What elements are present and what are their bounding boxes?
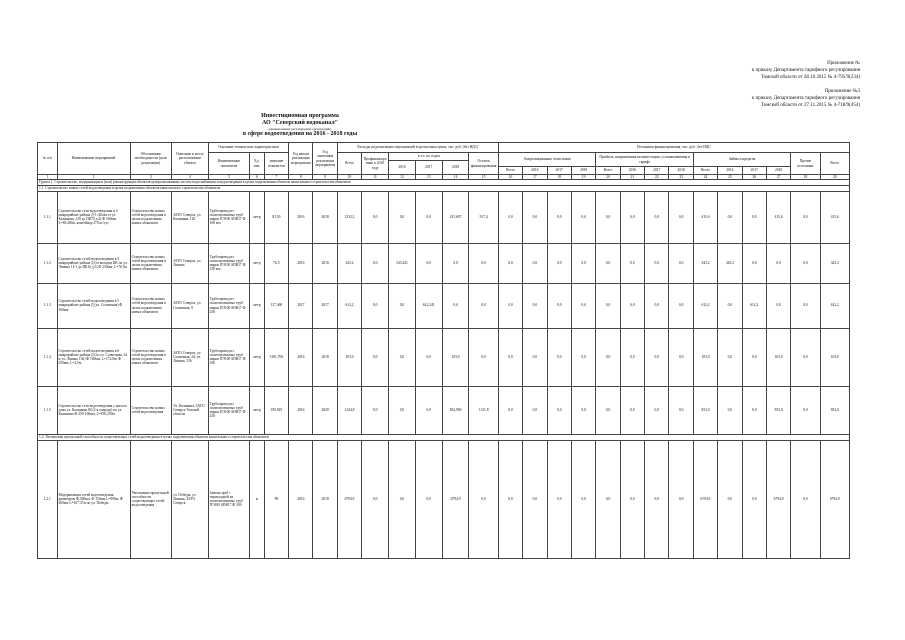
- cell-total: 2144,8: [337, 386, 361, 434]
- cell-just: Строительство новых сетей водоотведения в целях подключения новых абонентов: [130, 243, 171, 283]
- cell-p18: 0,0: [669, 328, 693, 386]
- cell-y16: 0,0: [389, 386, 416, 434]
- cell-a17: 0,0: [547, 283, 571, 328]
- cell-num: 1.1.4: [38, 328, 58, 386]
- header-total: Всего: [337, 153, 361, 175]
- cell-a_t: 0,0: [498, 283, 522, 328]
- cell-tot: 6794,9: [820, 440, 849, 558]
- cell-rem: 0,0: [469, 243, 498, 283]
- column-number: 29: [820, 175, 849, 180]
- cell-c_t: 833,0: [693, 386, 717, 434]
- cell-char: Трубопровод из полиэтиленовых труб марки ПЭ100 SDR17 Ф 250: [208, 283, 249, 328]
- cell-tot: 612,2: [820, 283, 849, 328]
- group-1-heading-label: Группа 1. Строительство, модернизация и (или) реконструкция объектов централизованных систем водоснабжения и водоотведения в целях подключения объектов капитального строительства абонентов: [38, 180, 850, 185]
- cell-c18: 833,0: [766, 386, 790, 434]
- cell-c16: 343,2: [718, 243, 742, 283]
- cell-a17: 0,0: [547, 191, 571, 243]
- annex-top-line1: Приложение №: [827, 61, 860, 66]
- cell-rem: 0,0: [469, 328, 498, 386]
- column-number: 21: [620, 175, 644, 180]
- cell-unit: метр: [250, 191, 265, 243]
- investment-program-table: [37, 142, 850, 559]
- cell-a17: 0,0: [547, 386, 571, 434]
- cell-start: 2017: [289, 283, 313, 328]
- cell-a18: 0,0: [571, 440, 595, 558]
- header-credit-2018: 2018: [766, 167, 790, 175]
- cell-just: Строительство новых сетей водоотведения в целях подключения новых абонентов: [130, 328, 171, 386]
- section-1-1-heading-label: 1.1. Строительство новых сетей водоотведения в целях подключения объектов капитального строительства абонентов: [38, 185, 850, 191]
- cell-c17: 0,0: [742, 191, 766, 243]
- title-line4: в сфере водоотведения на 2016 - 2018 годы: [242, 131, 358, 137]
- cell-y18: 0,0: [442, 283, 469, 328]
- cell-val: 76,5: [264, 243, 288, 283]
- header-end-year: Год окончания реализации мероприятия: [313, 143, 337, 175]
- cell-p17: 0,0: [645, 328, 669, 386]
- cell-rem: 0,0: [469, 440, 498, 558]
- cell-name: Строительство сетей водоотведения в 5 микрорайоне района Д (ул. Солнечная) Ф 160мм: [57, 283, 130, 328]
- cell-unit: м: [250, 440, 265, 558]
- column-number: 26: [742, 175, 766, 180]
- cell-a_t: 0,0: [498, 440, 522, 558]
- cell-total: 1332,3: [337, 191, 361, 243]
- header-amort-total: Всего: [498, 167, 522, 175]
- cell-c_t: 415,6: [693, 191, 717, 243]
- cell-name: Строительство сети водоотведения в 4 микрорайоне района Д-1 (40мм от ул. Калинина, 120 до ПК70 д.4) Ф 160мм L=83,480м, контейнер 270 кг/сут: [57, 191, 130, 243]
- cell-p_t: 0,0: [596, 386, 620, 434]
- cell-c18: 0,0: [766, 283, 790, 328]
- cell-num: 1.1.5: [38, 386, 58, 434]
- cell-loc: ЗАТО Северск, ул. Солнечная, 8: [172, 283, 209, 328]
- cell-y16: 0,0: [389, 191, 416, 243]
- cell-p_t: 0,0: [596, 440, 620, 558]
- header-cost-block: Расходы на реализацию мероприятий в прогнозных ценах, тыс. руб. (без НДС): [337, 143, 498, 153]
- cell-name: Модернизация сетей водоотведения диаметром Ф 300мм, Ф 150мм L=990м; Ф 200мм L=107,37м по ул. Победы: [57, 440, 130, 558]
- cell-p_t: 0,0: [596, 328, 620, 386]
- cell-c_t: 103,0: [693, 328, 717, 386]
- header-y2018: 2018: [442, 161, 469, 175]
- cell-p17: 0,0: [645, 243, 669, 283]
- cell-spent: 0,0: [362, 328, 389, 386]
- cell-p_t: 0,0: [596, 191, 620, 243]
- header-other: Прочие источники: [791, 153, 820, 175]
- cell-end: 2018: [313, 191, 337, 243]
- cell-name: Строительство сетей водоотведения в 6 микрорайоне района Д (по ул. Солнечная, 24 и ул. Ленина 136) Ф 160мм, L=172,0м; Ф 250мм, L=2,5м: [57, 328, 130, 386]
- annex-bottom-line2: к приказу Департамента тарифного регулирования: [751, 96, 860, 101]
- table-row: [38, 191, 850, 243]
- column-number: 3: [130, 175, 171, 180]
- cell-c18: 103,0: [766, 328, 790, 386]
- column-number: 16: [498, 175, 522, 180]
- cell-just: Увеличение пропускной способности существующих сетей водоотведения: [130, 440, 171, 558]
- header-amort-2017: 2017: [547, 167, 571, 175]
- cell-p17: 0,0: [645, 440, 669, 558]
- cell-a18: 0,0: [571, 243, 595, 283]
- cell-num: 1.1.3: [38, 283, 58, 328]
- header-justification: Обоснование необходимости (цель реализации): [130, 143, 171, 175]
- cell-a17: 0,0: [547, 328, 571, 386]
- column-number: 5: [208, 175, 249, 180]
- header-amort: Амортизационные отчисления: [498, 153, 596, 167]
- column-number: 11: [362, 175, 389, 180]
- cell-rem: 1311,8: [469, 386, 498, 434]
- cell-total: 6794,9: [337, 440, 361, 558]
- cell-unit: метр: [250, 328, 265, 386]
- cell-p16: 0,0: [620, 243, 644, 283]
- header-by-years: в т.ч. по годам: [389, 153, 469, 161]
- column-number: 15: [469, 175, 498, 180]
- cell-a18: 0,0: [571, 191, 595, 243]
- cell-tot: 415,6: [820, 191, 849, 243]
- cell-c18: 0,0: [766, 243, 790, 283]
- cell-y18: 832,969: [442, 386, 469, 434]
- header-main-chars: Основные технические характеристики: [208, 143, 288, 153]
- annex-bottom: [700, 88, 860, 109]
- cell-char: Трубопровод из полиэтиленовых труб марки ПЭ100 SDR17 Ф 160: [208, 328, 249, 386]
- cell-spent: 0,0: [362, 386, 389, 434]
- cell-total: 103,0: [337, 328, 361, 386]
- cell-total: 343,2: [337, 243, 361, 283]
- cell-a16: 0,0: [523, 328, 547, 386]
- header-num: № п/п: [38, 143, 58, 175]
- header-profit-total: Всего: [596, 167, 620, 175]
- column-number: 20: [596, 175, 620, 180]
- cell-start: 2016: [289, 386, 313, 434]
- cell-c17: 0,0: [742, 328, 766, 386]
- cell-p18: 0,0: [669, 191, 693, 243]
- cell-num: 1.2.1: [38, 440, 58, 558]
- header-credit-2016: 2016: [718, 167, 742, 175]
- header-credit: Займы и кредиты: [693, 153, 791, 167]
- cell-spent: 0,0: [362, 243, 389, 283]
- cell-c16: 0,0: [718, 440, 742, 558]
- cell-p16: 0,0: [620, 328, 644, 386]
- cell-loc: ул. Победы, ул. Ленина, ЗАТО Северск: [172, 440, 209, 558]
- cell-p18: 0,0: [669, 243, 693, 283]
- column-number: 25: [718, 175, 742, 180]
- column-number: 8: [289, 175, 313, 180]
- cell-p16: 0,0: [620, 386, 644, 434]
- title-line2: АО "Северский водоканал": [261, 120, 338, 126]
- cell-p16: 0,0: [620, 283, 644, 328]
- cell-a16: 0,0: [523, 283, 547, 328]
- cell-end: 2020: [313, 386, 337, 434]
- cell-y16: 0,0: [389, 440, 416, 558]
- cell-num: 1.1.2: [38, 243, 58, 283]
- column-number: 13: [415, 175, 442, 180]
- cell-end: 2017: [313, 283, 337, 328]
- cell-c_t: 612,2: [693, 283, 717, 328]
- cell-a18: 0,0: [571, 283, 595, 328]
- title-line3: (наименование регулируемой организации): [268, 127, 332, 131]
- column-number: 19: [571, 175, 595, 180]
- cell-p_t: 0,0: [596, 243, 620, 283]
- cell-c16: 0,0: [718, 386, 742, 434]
- cell-unit: метр: [250, 386, 265, 434]
- cell-p16: 0,0: [620, 191, 644, 243]
- header-profit: Прибыль, направленная на инвестиции, устанавливаемая в тарифе: [596, 153, 694, 167]
- cell-a_t: 0,0: [498, 328, 522, 386]
- cell-y16: 0,0: [389, 328, 416, 386]
- annex-bottom-line3: Томской области от 27.11.2015 № 4-718/9(454): [761, 103, 860, 108]
- cell-a17: 0,0: [547, 440, 571, 558]
- cell-other: 0,0: [791, 440, 820, 558]
- table-row: [38, 386, 850, 434]
- cell-p17: 0,0: [645, 283, 669, 328]
- annex-top: [700, 60, 860, 81]
- cell-other: 0,0: [791, 283, 820, 328]
- cell-p17: 0,0: [645, 191, 669, 243]
- column-number: 14: [442, 175, 469, 180]
- cell-y18: 0,0: [442, 243, 469, 283]
- cell-y17: 612,241: [415, 283, 442, 328]
- cell-c17: 0,0: [742, 386, 766, 434]
- column-number: 22: [645, 175, 669, 180]
- cell-unit: метр: [250, 283, 265, 328]
- cell-y18: 415,607: [442, 191, 469, 243]
- column-number: 2: [57, 175, 130, 180]
- cell-a17: 0,0: [547, 243, 571, 283]
- cell-start: 2016: [289, 191, 313, 243]
- cell-other: 0,0: [791, 243, 820, 283]
- cell-c17: 0,0: [742, 440, 766, 558]
- cell-other: 0,0: [791, 328, 820, 386]
- cell-c17: 0,0: [742, 243, 766, 283]
- header-location: Описание и место расположения объекта: [172, 143, 209, 175]
- cell-spent: 0,0: [362, 440, 389, 558]
- header-char-name: Наименование показателя: [208, 153, 249, 175]
- cell-val: 190,925: [264, 386, 288, 434]
- cell-just: Строительство новых сетей водоотведения в целях подключения новых абонентов: [130, 283, 171, 328]
- column-number: 17: [523, 175, 547, 180]
- cell-rem: 0,0: [469, 283, 498, 328]
- header-finance-block: Источники финансирования, тыс. руб., без НДС: [498, 143, 849, 153]
- cell-spent: 0,0: [362, 191, 389, 243]
- annex-bottom-line1: Приложение №3: [824, 89, 860, 94]
- column-number: 6: [250, 175, 265, 180]
- cell-p17: 0,0: [645, 386, 669, 434]
- cell-name: Строительство сетей водоотведения в 5 микрорайоне района Д (от колодца КК по ул. Ленина 11/1 до ПК16 д.5) Ф 250мм, L=76,5м: [57, 243, 130, 283]
- cell-p18: 0,0: [669, 386, 693, 434]
- cell-just: Строительство новых сетей водоотведения в целях подключения новых абонентов: [130, 191, 171, 243]
- cell-a18: 0,0: [571, 328, 595, 386]
- header-credit-2017: 2017: [742, 167, 766, 175]
- cell-tot: 103,0: [820, 328, 849, 386]
- cell-just: Строительство новых сетей водоотведения: [130, 386, 171, 434]
- cell-p18: 0,0: [669, 283, 693, 328]
- column-number: 12: [389, 175, 416, 180]
- header-unit: Ед. изм.: [250, 153, 265, 175]
- cell-end: 2018: [313, 440, 337, 558]
- cell-other: 0,0: [791, 191, 820, 243]
- cell-c17: 612,2: [742, 283, 766, 328]
- table-row: [38, 328, 850, 386]
- cell-val: 127,460: [264, 283, 288, 328]
- cell-p16: 0,0: [620, 440, 644, 558]
- cell-c_t: 343,2: [693, 243, 717, 283]
- cell-a16: 0,0: [523, 243, 547, 283]
- table-row: [38, 440, 850, 558]
- cell-char: Трубопровод из полиэтиленовых труб марки ПЭ100 SDR17 Ф 250: [208, 386, 249, 434]
- cell-c16: 0,0: [718, 283, 742, 328]
- cell-a18: 0,0: [571, 386, 595, 434]
- header-y2017: 2017: [415, 161, 442, 175]
- column-number: 23: [669, 175, 693, 180]
- cell-y17: 0,0: [415, 191, 442, 243]
- cell-spent: 0,0: [362, 283, 389, 328]
- column-number: 18: [547, 175, 571, 180]
- cell-c16: 0,0: [718, 328, 742, 386]
- cell-loc: ЗАТО Северск, ул. Ленина: [172, 243, 209, 283]
- cell-loc: Ул. Калинина, ЗАТО Северск Томской области: [172, 386, 209, 434]
- cell-a16: 0,0: [523, 386, 547, 434]
- cell-y18: 6794,9: [442, 440, 469, 558]
- cell-other: 0,0: [791, 386, 820, 434]
- header-char-value: значение показателя: [264, 153, 288, 175]
- cell-y17: 0,0: [415, 243, 442, 283]
- column-number: 24: [693, 175, 717, 180]
- cell-c18: 415,6: [766, 191, 790, 243]
- section-1-2-heading-label: 1.2. Увеличение пропускной способности существующих сетей водоотведения в целях подключения объектов капитального строительства абонентов: [38, 434, 850, 440]
- column-number: 4: [172, 175, 209, 180]
- cell-a_t: 0,0: [498, 191, 522, 243]
- cell-p18: 0,0: [669, 440, 693, 558]
- table-row: [38, 243, 850, 283]
- cell-y17: 0,0: [415, 440, 442, 558]
- cell-val: 3181,706: [264, 328, 288, 386]
- cell-a16: 0,0: [523, 440, 547, 558]
- cell-a_t: 0,0: [498, 243, 522, 283]
- header-profit-2016: 2016: [620, 167, 644, 175]
- column-number: 28: [791, 175, 820, 180]
- cell-y18: 103,0: [442, 328, 469, 386]
- cell-total: 612,2: [337, 283, 361, 328]
- cell-start: 2016: [289, 243, 313, 283]
- cell-a_t: 0,0: [498, 386, 522, 434]
- cell-name: Строительство сети водоотведения у жилого дома ул. Калинина 84 (2-я очередь) по ул. Калинина Ф 250-160мм, L=190,250м: [57, 386, 130, 434]
- header-remaining: Остаток финансирования: [469, 153, 498, 175]
- cell-unit: метр: [250, 243, 265, 283]
- cell-loc: ЗАТО Северск, ул. Солнечная, 24; ул. Ленина, 136: [172, 328, 209, 386]
- cell-loc: ЗАТО Северск, ул. Калинина, 120: [172, 191, 209, 243]
- cell-end: 2018: [313, 328, 337, 386]
- header-spent: Профинансировано к 2016 году: [362, 153, 389, 175]
- header-start-year: Год начала реализации мероприятия: [289, 143, 313, 175]
- cell-y17: 0,0: [415, 328, 442, 386]
- cell-c16: 0,0: [718, 191, 742, 243]
- table-row: [38, 283, 850, 328]
- header-row-1: [38, 143, 850, 153]
- cell-char: Трубопровод из полиэтиленовых труб марки ПЭ100 SDR17 Ф 160 мм: [208, 191, 249, 243]
- title-line1: Инвестиционная программа: [261, 113, 339, 119]
- cell-end: 2016: [313, 243, 337, 283]
- cell-start: 2016: [289, 328, 313, 386]
- cell-y16: 0,0: [389, 283, 416, 328]
- cell-char: Трубопровод из полиэтиленовых труб марки ПЭ100 SDR17 Ф 250 мм: [208, 243, 249, 283]
- column-number: 1: [38, 175, 58, 180]
- cell-a16: 0,0: [523, 191, 547, 243]
- cell-char: Замена труб с перекладкой из полиэтиленовых труб ПЭ100 SDR17 Ф 300: [208, 440, 249, 558]
- header-name: Наименование мероприятий: [57, 143, 130, 175]
- cell-val: 99: [264, 440, 288, 558]
- annex-top-line2: к приказу Департамента тарифного регулирования: [751, 68, 860, 73]
- column-number: 9: [313, 175, 337, 180]
- column-number: 7: [264, 175, 288, 180]
- header-total2: Всего: [820, 153, 849, 175]
- column-number: 27: [766, 175, 790, 180]
- cell-num: 1.1.1: [38, 191, 58, 243]
- cell-rem: 917,4: [469, 191, 498, 243]
- cell-tot: 833,0: [820, 386, 849, 434]
- document-title: [220, 113, 380, 138]
- column-number: 10: [337, 175, 361, 180]
- header-credit-total: Всего: [693, 167, 717, 175]
- header-y2016: 2016: [389, 161, 416, 175]
- cell-y16: 343,241: [389, 243, 416, 283]
- annex-top-line3: Томской области от 28.10.2015 № 4-795/9(234): [760, 75, 860, 80]
- cell-c18: 6794,9: [766, 440, 790, 558]
- header-amort-2018: 2018: [571, 167, 595, 175]
- cell-start: 2016: [289, 440, 313, 558]
- cell-val: 83,50: [264, 191, 288, 243]
- cell-tot: 343,2: [820, 243, 849, 283]
- cell-c_t: 6794,9: [693, 440, 717, 558]
- header-profit-2017: 2017: [645, 167, 669, 175]
- cell-p_t: 0,0: [596, 283, 620, 328]
- header-profit-2018: 2018: [669, 167, 693, 175]
- cell-y17: 0,0: [415, 386, 442, 434]
- header-amort-2016: 2016: [523, 167, 547, 175]
